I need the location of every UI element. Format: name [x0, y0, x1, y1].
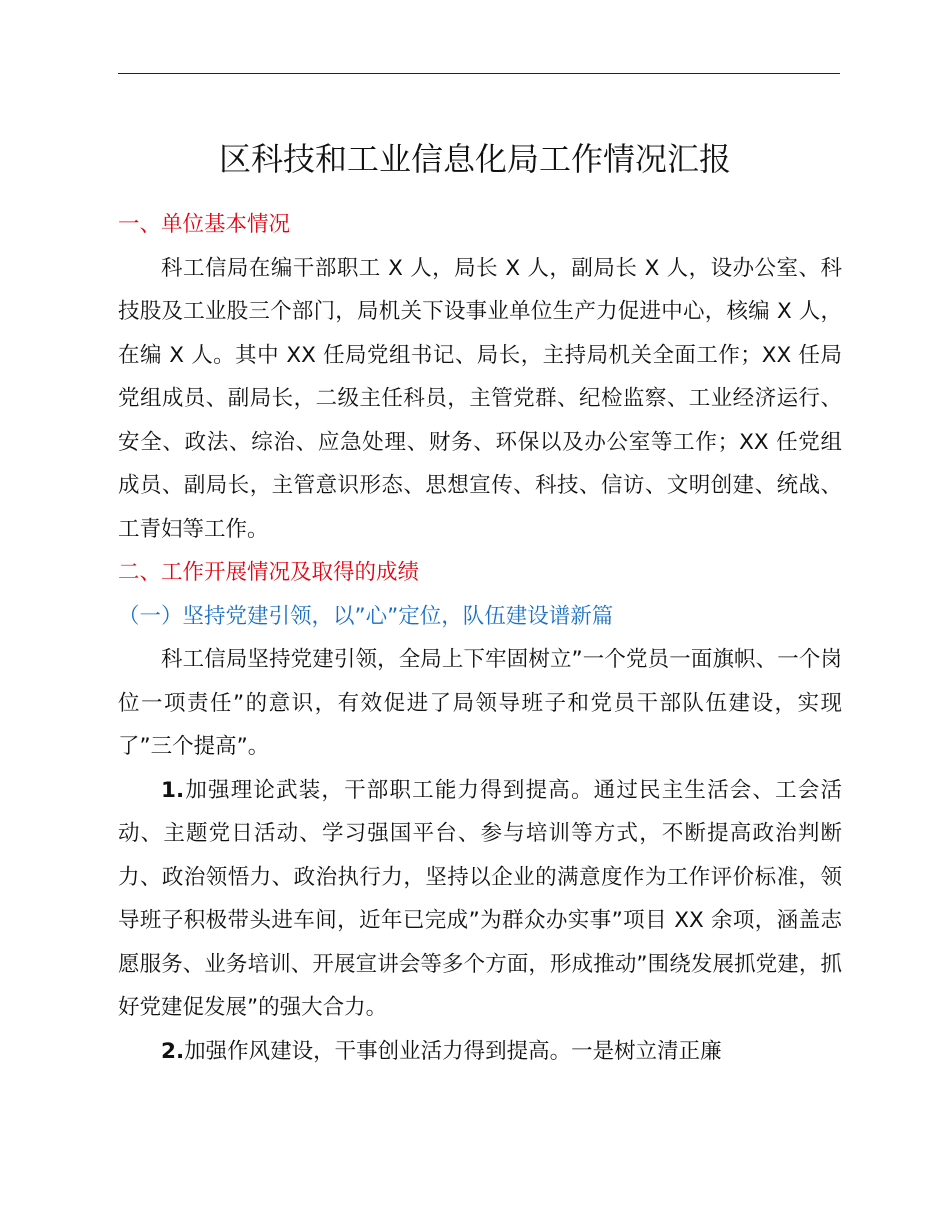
section-heading-basic-info: 一、单位基本情况: [118, 212, 291, 237]
subsection-heading-party-building: （一）坚持党建引领，以”心”定位，队伍建设谱新篇: [118, 603, 614, 629]
paragraph-item-1: [118, 769, 842, 1030]
section-heading-work-progress: 二、工作开展情况及取得的成绩: [118, 560, 420, 585]
item-1-number: 1.: [161, 777, 185, 803]
paragraph-basic-info: 科工信局在编干部职工 X 人，局长 X 人，副局长 X 人，设办公室、科技股及工业股三个部门，局机关下设事业单位生产力促进中心，核编 X 人，在编 X 人。其中 XX 任局党组书记、局长，主持局机关全面工作；XX 任局党组成员、副局长，二级主任科员，主管党群、纪检监察、工业经济运行、安全、政法、综治、应急处理、财务、环保以及办公室等工作；XX 任党组成员、副局长，主管意识形态、思想宣传、科技、信访、文明创建、统战、工青妇等工作。: [118, 255, 842, 542]
item-2-number: 2.: [161, 1038, 185, 1064]
paragraph-party-building-intro: 科工信局坚持党建引领，全局上下牢固树立”一个党员一面旗帜、一个岗位一项责任”的意识，有效促进了局领导班子和党员干部队伍建设，实现了”三个提高”。: [118, 647, 842, 759]
item-2-text: 加强作风建设，干事创业活力得到提高。一是树立清正廉: [184, 1038, 722, 1064]
item-1-text: 加强理论武装，干部职工能力得到提高。通过民主生活会、工会活动、主题党日活动、学习强国平台、参与培训等方式，不断提高政治判断力、政治领悟力、政治执行力，坚持以企业的满意度作为工作评价标准，领导班子积极带头进车间，近年已完成”为群众办实事”项目 XX 余项，涵盖志愿服务、业务培训、开展宣讲会等多个方面，形成推动”围绕发展抓党建，抓好党建促发展”的强大合力。: [118, 777, 842, 1020]
header-rule: [118, 73, 840, 74]
document-body: [118, 203, 842, 1073]
paragraph-item-2: [118, 1030, 842, 1074]
document-title: 区科技和工业信息化局工作情况汇报: [218, 140, 731, 178]
